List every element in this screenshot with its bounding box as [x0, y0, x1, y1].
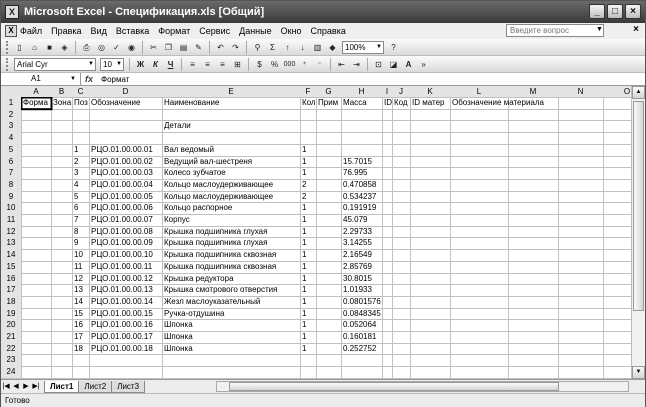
row-header[interactable]: 6 [1, 156, 21, 168]
designation-cell[interactable]: РЦО.01.00.00.18 [91, 343, 153, 353]
open-icon[interactable]: ⌂ [32, 42, 37, 52]
quantity-cell[interactable]: 1 [302, 261, 307, 271]
horizontal-scrollbar[interactable] [216, 381, 629, 392]
workbook-close-button[interactable]: × [633, 24, 639, 35]
drawing-icon[interactable]: ◆ [329, 42, 336, 52]
designation-cell[interactable]: РЦО.01.00.00.13 [91, 285, 153, 295]
sort-descending-icon[interactable]: ↓ [300, 42, 305, 52]
hyperlink-icon[interactable]: ⚲ [254, 42, 261, 52]
row-header[interactable]: 9 [1, 191, 21, 203]
chevron-down-icon: ▼ [88, 60, 94, 67]
toolbar-separator [181, 58, 182, 71]
menu-edit[interactable]: Правка [51, 26, 82, 36]
menu-bar [1, 23, 645, 39]
status-text: Готово [5, 396, 30, 405]
chevron-down-icon: ▼ [376, 43, 382, 50]
position-cell[interactable]: 14 [74, 296, 83, 306]
menu-tools[interactable]: Сервис [199, 26, 231, 36]
header-cell[interactable]: Форма [23, 98, 48, 107]
position-cell[interactable]: 5 [74, 191, 79, 201]
column-header-f[interactable]: F [300, 86, 316, 97]
font-name-select[interactable] [14, 58, 96, 71]
column-header-b[interactable]: B [51, 86, 72, 97]
prev-sheet-icon[interactable]: ◀ [13, 383, 19, 390]
row-header[interactable]: 12 [1, 226, 21, 238]
menu-data[interactable]: Данные [239, 26, 272, 36]
select-all-corner[interactable] [1, 86, 21, 97]
toolbar-grip[interactable] [6, 58, 9, 71]
print-preview-icon[interactable]: ◎ [98, 42, 105, 52]
undo-icon[interactable]: ↶ [217, 42, 224, 52]
name-cell[interactable]: Кольцо маслоудерживающее [164, 179, 274, 189]
window-title: Microsoft Excel - Спецификация.xls [Общий] [24, 6, 265, 18]
row-header[interactable]: 11 [1, 214, 21, 226]
status-bar [1, 393, 645, 407]
position-cell[interactable]: 16 [74, 320, 83, 330]
header-cell[interactable]: Обозначение [91, 98, 141, 107]
quantity-cell[interactable]: 1 [302, 168, 307, 178]
quantity-cell[interactable]: 1 [302, 296, 307, 306]
sheet-tab-3[interactable]: Лист3 [111, 381, 145, 393]
row-header[interactable]: 18 [1, 296, 21, 308]
quantity-cell[interactable]: 2 [302, 191, 307, 201]
increase-decimal-icon[interactable]: ⁺ [302, 59, 307, 69]
position-cell[interactable]: 18 [74, 343, 83, 353]
font-size-value: 10 [103, 59, 112, 69]
name-cell[interactable]: Крышка подшипника глухая [164, 238, 268, 248]
column-header-h[interactable]: H [341, 86, 382, 97]
decrease-indent-icon[interactable]: ⇤ [338, 59, 345, 69]
name-cell[interactable]: Крышка подшипника глухая [164, 226, 268, 236]
mass-cell[interactable]: 0.252752 [343, 343, 377, 353]
sheet-tab-1[interactable]: Лист1 [44, 381, 79, 393]
currency-button[interactable]: $ [257, 59, 262, 69]
row-header[interactable]: 1 [1, 97, 21, 109]
merge-center-icon[interactable]: ⊞ [234, 59, 241, 69]
quantity-cell[interactable]: 1 [302, 203, 307, 213]
designation-cell[interactable]: РЦО.01.00.00.14 [91, 296, 153, 306]
position-cell[interactable]: 8 [74, 226, 79, 236]
toolbar-separator [209, 41, 210, 54]
quantity-cell[interactable]: 1 [302, 238, 307, 248]
name-box[interactable] [1, 73, 81, 86]
cut-icon[interactable]: ✂ [150, 42, 157, 52]
quantity-cell[interactable]: 1 [302, 226, 307, 236]
toolbar-grip[interactable] [6, 41, 9, 54]
header-cell[interactable]: Масса [343, 98, 367, 107]
menu-help[interactable]: Справка [310, 26, 346, 36]
mass-cell[interactable]: 3.14255 [343, 238, 372, 248]
fill-color-icon[interactable]: ◪ [389, 59, 398, 69]
column-header-k[interactable]: K [410, 86, 450, 97]
quantity-cell[interactable]: 1 [302, 320, 307, 330]
mass-cell[interactable]: 0.052064 [343, 320, 377, 330]
italic-button[interactable]: К [153, 59, 158, 69]
mass-cell[interactable]: 0.534237 [343, 191, 377, 201]
position-cell[interactable]: 12 [74, 273, 83, 283]
toolbar-separator [75, 41, 76, 54]
help-question-input[interactable]: Введите вопрос [506, 24, 604, 37]
menu-view[interactable]: Вид [90, 26, 107, 36]
mass-cell[interactable]: 0.470858 [343, 179, 377, 189]
row-header[interactable]: 3 [1, 120, 21, 132]
position-cell[interactable]: 7 [74, 215, 79, 224]
menu-insert[interactable]: Вставка [115, 26, 150, 36]
decrease-decimal-icon[interactable]: ⁻ [317, 59, 322, 69]
row-header[interactable]: 2 [1, 109, 21, 121]
header-cell[interactable]: ID [384, 98, 392, 107]
mass-cell[interactable]: 45.079 [343, 215, 368, 224]
mass-cell[interactable]: 0.160181 [343, 332, 377, 341]
row-header[interactable]: 21 [1, 331, 21, 343]
scroll-down-icon[interactable]: ▼ [632, 366, 645, 379]
column-header-d[interactable]: D [89, 86, 162, 97]
quantity-cell[interactable]: 1 [302, 215, 307, 224]
header-cell[interactable]: Зона [53, 98, 72, 107]
position-cell[interactable]: 15 [74, 308, 83, 318]
vertical-scrollbar[interactable] [631, 86, 645, 379]
quantity-cell[interactable]: 1 [302, 250, 307, 260]
next-sheet-icon[interactable]: ▶ [23, 383, 29, 390]
designation-cell[interactable]: РЦО.01.00.00.03 [91, 168, 153, 178]
close-button[interactable]: × [625, 4, 641, 19]
section-title-cell[interactable]: Детали [164, 121, 191, 131]
row-header[interactable]: 15 [1, 261, 21, 273]
sheet-tab-2[interactable]: Лист2 [78, 381, 112, 393]
name-cell[interactable]: Крышка подшипника сквозная [164, 250, 277, 260]
header-cell[interactable]: Поз [74, 98, 88, 107]
mass-cell[interactable]: 2.16549 [343, 250, 372, 260]
name-cell[interactable]: Колесо зубчатое [164, 168, 226, 178]
chevron-down-icon: ▼ [116, 60, 122, 67]
position-cell[interactable]: 11 [74, 261, 83, 271]
name-box-value: A1 [31, 73, 41, 83]
horizontal-scroll-thumb[interactable] [229, 382, 559, 391]
new-icon[interactable]: ▯ [17, 42, 22, 52]
row-header[interactable]: 5 [1, 144, 21, 156]
name-cell[interactable]: Шпонка [164, 320, 193, 330]
row-header[interactable]: 24 [1, 366, 21, 378]
menu-window[interactable]: Окно [280, 26, 302, 36]
research-icon[interactable]: ◉ [128, 42, 135, 52]
insert-function-icon[interactable]: fx [84, 74, 93, 84]
position-cell[interactable]: 9 [74, 238, 79, 248]
worksheet-grid[interactable] [1, 86, 631, 379]
borders-icon[interactable]: ⊡ [375, 59, 382, 69]
mass-cell[interactable]: 0.191919 [343, 203, 377, 213]
row-header[interactable]: 17 [1, 284, 21, 296]
standard-toolbar [1, 39, 645, 56]
designation-cell[interactable]: РЦО.01.00.00.11 [91, 261, 153, 271]
quantity-cell[interactable]: 2 [302, 179, 307, 189]
header-cell[interactable]: ID матер [412, 98, 445, 107]
menu-format[interactable]: Формат [158, 26, 191, 36]
row-header[interactable]: 20 [1, 319, 21, 331]
row-header[interactable]: 19 [1, 308, 21, 320]
mass-cell[interactable]: 76.995 [343, 168, 368, 178]
zoom-select[interactable] [342, 41, 384, 54]
row-header[interactable]: 8 [1, 179, 21, 191]
zoom-value: 100% [345, 42, 366, 52]
column-header-j[interactable]: J [392, 86, 410, 97]
toolbar-separator [129, 58, 130, 71]
percent-button[interactable]: % [270, 59, 279, 69]
column-header-m[interactable]: M [508, 86, 558, 97]
position-cell[interactable]: 10 [74, 250, 83, 260]
spelling-icon[interactable]: ✓ [113, 42, 120, 52]
help-dropdown-icon[interactable]: ▼ [596, 26, 603, 33]
underline-button[interactable]: Ч [167, 59, 174, 69]
quantity-cell[interactable]: 1 [302, 273, 307, 283]
designation-cell[interactable]: РЦО.01.00.00.16 [91, 320, 153, 330]
row-header[interactable]: 14 [1, 249, 21, 261]
position-cell[interactable]: 3 [74, 168, 79, 178]
font-color-icon[interactable]: A [405, 59, 412, 69]
toolbar-separator [330, 58, 331, 71]
name-cell[interactable]: Корпус [164, 215, 190, 224]
mass-cell[interactable]: 1.01933 [343, 285, 372, 295]
thousands-button[interactable]: 000 [283, 60, 296, 68]
name-cell[interactable]: Кольцо маслоудерживающее [164, 191, 274, 201]
row-header[interactable]: 10 [1, 202, 21, 214]
toolbar-separator [367, 58, 368, 71]
column-header-a[interactable]: A [21, 86, 51, 97]
header-cell[interactable]: Код [394, 98, 408, 107]
name-cell[interactable]: Крышка редуктора [164, 273, 234, 283]
increase-indent-icon[interactable]: ⇥ [353, 59, 360, 69]
row-header[interactable]: 4 [1, 132, 21, 144]
last-sheet-icon[interactable]: ▶| [32, 383, 40, 390]
quantity-cell[interactable]: 1 [302, 156, 307, 166]
copy-icon[interactable]: ❐ [164, 42, 173, 52]
designation-cell[interactable]: РЦО.01.00.00.17 [91, 332, 153, 341]
permission-icon[interactable]: ◈ [61, 42, 68, 52]
window-controls [589, 4, 641, 19]
format-painter-icon[interactable]: ✎ [195, 42, 202, 52]
position-cell[interactable]: 2 [74, 156, 79, 166]
designation-cell[interactable]: РЦО.01.00.00.07 [91, 215, 153, 224]
title-bar [1, 1, 645, 23]
column-header-o[interactable]: O [603, 86, 631, 97]
vertical-scroll-thumb[interactable] [633, 101, 644, 311]
position-cell[interactable]: 1 [74, 144, 79, 154]
designation-cell[interactable]: РЦО.01.00.00.04 [91, 179, 153, 189]
sheet-tabs-bar [1, 379, 645, 393]
toolbar-separator [246, 41, 247, 54]
help-icon[interactable]: ? [391, 42, 396, 52]
name-cell[interactable]: Жезл маслоуказательный [164, 296, 261, 306]
designation-cell[interactable]: РЦО.01.00.00.15 [91, 308, 153, 318]
designation-cell[interactable]: РЦО.01.00.00.02 [91, 156, 153, 166]
paste-icon[interactable]: ▤ [179, 42, 188, 52]
name-cell[interactable]: Ручка-отдушина [164, 308, 225, 318]
row-header[interactable]: 13 [1, 237, 21, 249]
position-cell[interactable]: 4 [74, 179, 79, 189]
quantity-cell[interactable]: 1 [302, 285, 307, 295]
name-cell[interactable]: Кольцо распорное [164, 203, 233, 213]
font-size-select[interactable] [100, 58, 124, 71]
header-cell[interactable]: Кол [302, 98, 316, 107]
name-cell[interactable]: Ведущий вал-шестреня [164, 156, 253, 166]
formatting-toolbar [1, 56, 645, 73]
designation-cell[interactable]: РЦО.01.00.00.06 [91, 203, 153, 213]
save-icon[interactable]: ■ [47, 42, 52, 52]
header-cell[interactable]: Прим [318, 98, 339, 107]
toolbar-options-icon[interactable]: » [421, 59, 426, 69]
name-cell[interactable]: Крышка смотрового отверстия [164, 285, 278, 295]
header-cell[interactable]: Обозначение материала [452, 98, 544, 107]
chart-wizard-icon[interactable]: ▥ [313, 42, 322, 52]
scroll-up-icon[interactable]: ▲ [632, 86, 645, 99]
minimize-button[interactable]: _ [589, 4, 605, 19]
sort-ascending-icon[interactable]: ↑ [285, 42, 290, 52]
quantity-cell[interactable]: 1 [302, 308, 307, 318]
column-header-g[interactable]: G [316, 86, 341, 97]
row-header[interactable]: 23 [1, 354, 21, 366]
mass-cell[interactable]: 2.29733 [343, 226, 372, 236]
font-name-value: Arial Cyr [17, 59, 48, 69]
menu-file[interactable]: Файл [20, 26, 43, 36]
designation-cell[interactable]: РЦО.01.00.00.10 [91, 250, 153, 260]
autosum-icon[interactable]: Σ [270, 42, 275, 52]
print-icon[interactable]: ⎙ [83, 42, 90, 52]
name-cell[interactable]: Крышка подшипника сквозная [164, 261, 277, 271]
first-sheet-icon[interactable]: |◀ [2, 383, 10, 390]
mass-cell[interactable]: 2.85769 [343, 261, 372, 271]
bold-button[interactable]: Ж [136, 59, 145, 69]
mass-cell[interactable]: 0.0848345 [343, 308, 381, 318]
column-header-c[interactable]: C [72, 86, 89, 97]
position-cell[interactable]: 6 [74, 203, 79, 213]
mass-cell[interactable]: 30.8015 [343, 273, 372, 283]
align-center-icon[interactable]: ≡ [205, 59, 210, 69]
name-cell[interactable]: Шпонка [164, 343, 193, 353]
chevron-down-icon: ▼ [70, 75, 76, 82]
mass-cell[interactable]: 0.0801576 [343, 296, 381, 306]
align-left-icon[interactable]: ≡ [190, 59, 195, 69]
formula-bar [1, 73, 645, 86]
toolbar-separator [248, 58, 249, 71]
column-header-l[interactable]: L [450, 86, 508, 97]
designation-cell[interactable]: РЦО.01.00.00.09 [91, 238, 153, 248]
header-cell[interactable]: Наименование [164, 98, 220, 107]
designation-cell[interactable]: РЦО.01.00.00.01 [91, 144, 153, 154]
workbook-icon[interactable]: X [5, 25, 17, 37]
designation-cell[interactable]: РЦО.01.00.00.05 [91, 191, 153, 201]
align-right-icon[interactable]: ≡ [220, 59, 225, 69]
name-cell[interactable]: Шпонка [164, 332, 193, 341]
designation-cell[interactable]: РЦО.01.00.00.12 [91, 273, 153, 283]
redo-icon[interactable]: ↷ [232, 42, 239, 52]
mass-cell[interactable]: 15.7015 [343, 156, 372, 166]
row-header[interactable]: 22 [1, 343, 21, 355]
row-header[interactable]: 16 [1, 273, 21, 285]
quantity-cell[interactable]: 1 [302, 144, 307, 154]
toolbar-separator [142, 41, 143, 54]
quantity-cell[interactable]: 1 [302, 343, 307, 353]
excel-icon: X [5, 5, 19, 19]
position-cell[interactable]: 13 [74, 285, 83, 295]
column-header-i[interactable]: I [382, 86, 392, 97]
name-cell[interactable]: Вал ведомый [164, 144, 214, 154]
quantity-cell[interactable]: 1 [302, 332, 307, 341]
maximize-button[interactable]: □ [607, 4, 623, 19]
formula-input[interactable]: Формат [101, 74, 130, 84]
designation-cell[interactable]: РЦО.01.00.00.08 [91, 226, 153, 236]
column-header-n[interactable]: N [558, 86, 603, 97]
position-cell[interactable]: 17 [74, 332, 83, 341]
column-header-e[interactable]: E [162, 86, 300, 97]
row-header[interactable]: 7 [1, 167, 21, 179]
